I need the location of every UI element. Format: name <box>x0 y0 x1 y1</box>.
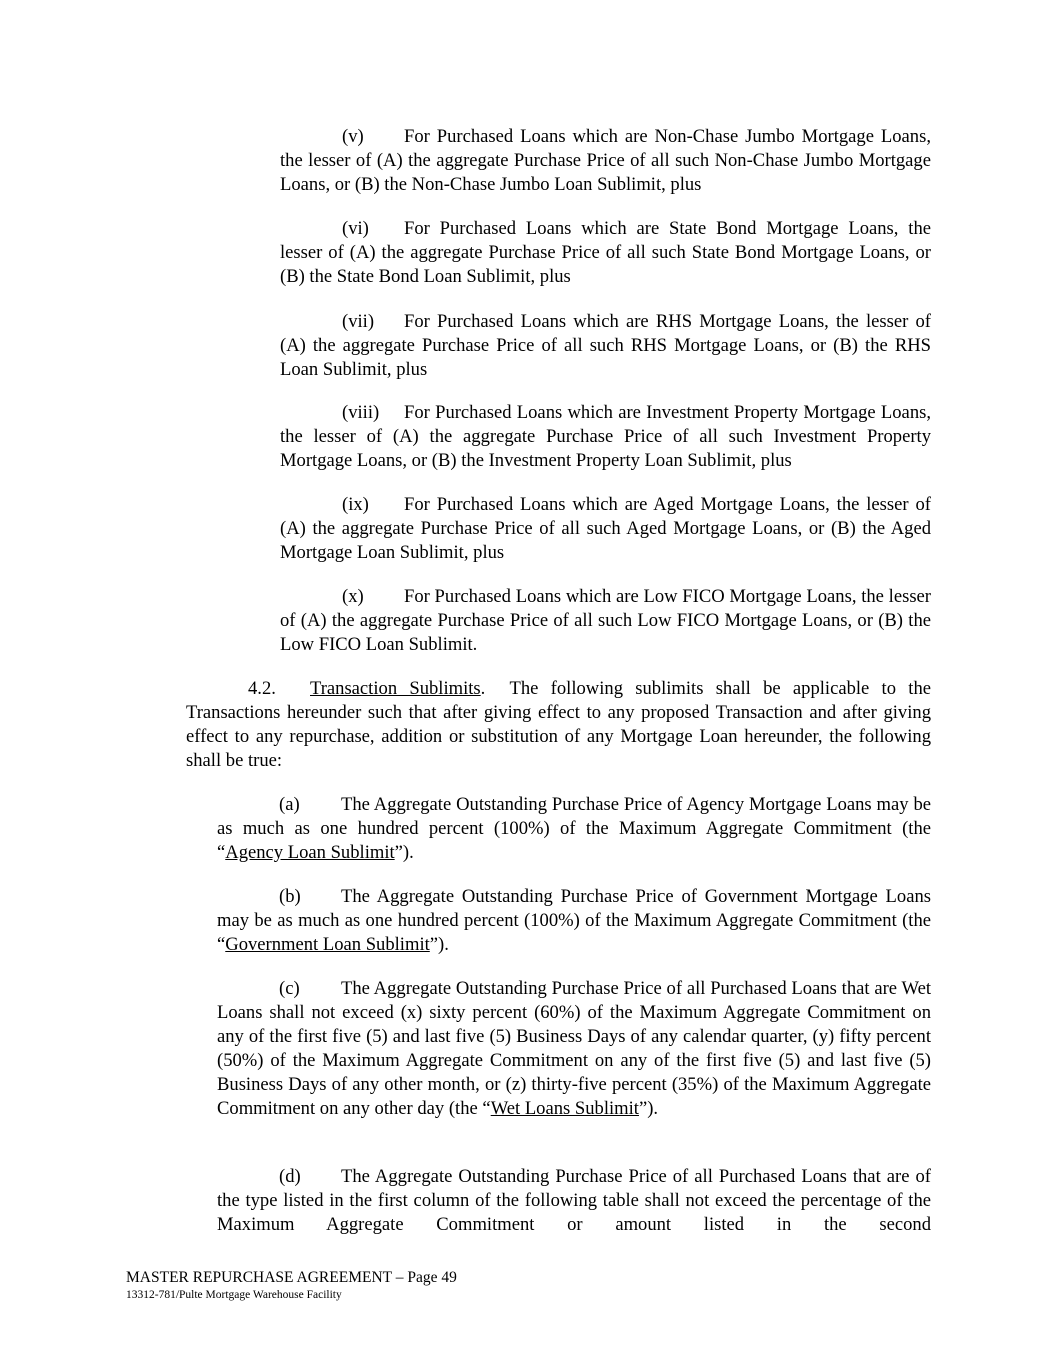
section-4-2 <box>186 677 936 773</box>
item-text: The Aggregate Outstanding Purchase Price of Government Mortgage Loans may be as much as one hundred percent (100%) of the Maximum Aggregate Commitment (the “ <box>217 886 931 955</box>
subitem-vii <box>280 310 931 382</box>
page-footer <box>126 1268 457 1302</box>
subitem-label: (vi) <box>342 218 369 239</box>
subitem-label: (v) <box>342 126 364 147</box>
item-label: (c) <box>279 978 300 999</box>
item-b <box>217 885 931 957</box>
item-text-end: ”). <box>429 934 449 955</box>
subitem-vi <box>280 217 931 289</box>
subitem-label: (ix) <box>342 494 369 515</box>
subitem-label: (x) <box>342 586 364 607</box>
item-text-end: ”). <box>638 1098 659 1119</box>
subitem-label: (viii) <box>342 402 380 423</box>
item-text: The Aggregate Outstanding Purchase Price of all Purchased Loans that are of the type listed in the first column of the following table shall not exceed the percentage of the Maximum Aggregate Commitment or amount listed in the second <box>217 1166 931 1235</box>
subitem-text: For Purchased Loans which are Low FICO Mortgage Loans, the lesser of (A) the aggregate Purchase Price of all such Low FICO Mortgage Loans, or (B) the Low FICO Loan Sublimit. <box>280 586 931 655</box>
subitem-viii <box>280 401 931 473</box>
subitem-v <box>280 125 931 197</box>
footer-subtitle: 13312-781/Pulte Mortgage Warehouse Facility <box>126 1289 342 1301</box>
item-a <box>217 793 931 865</box>
item-c <box>217 977 931 1121</box>
item-d <box>217 1165 931 1237</box>
section-text: The following sublimits shall be applicable to the Transactions hereunder such that after giving effect to any proposed Transaction and after giving effect to any repurchase, addition or substitution of any Mortgage Loan hereunder, the following shall be true: <box>186 678 936 771</box>
item-text: The Aggregate Outstanding Purchase Price of all Purchased Loans that are Wet Loans shall not exceed (x) sixty percent (60%) of the Maximum Aggregate Commitment on any of the first five (5) and last five (5) Business Days of any calendar quarter, (y) fifty percent (50%) of the Maximum Aggregate Commitment on any of the first five (5) and last five (5) Business Days of any other month, or (z) thirty-five percent (35%) of the Maximum Aggregate Commitment on any other day (the “ <box>217 978 931 1119</box>
defined-term: Wet Loans Sublimit <box>490 1098 639 1119</box>
item-text-end: ”). <box>394 842 414 863</box>
defined-term: Government Loan Sublimit <box>225 934 430 955</box>
footer-title: MASTER REPURCHASE AGREEMENT – Page 49 <box>126 1269 457 1286</box>
subitem-label: (vii) <box>342 311 375 332</box>
subitem-text: For Purchased Loans which are Non-Chase Jumbo Mortgage Loans, the lesser of (A) the aggregate Purchase Price of all such Non-Chase Jumbo Mortgage Loans, or (B) the Non-Chase Jumbo Loan Sublimit, plus <box>280 126 931 195</box>
subitem-ix <box>280 493 931 565</box>
subitem-text: For Purchased Loans which are State Bond Mortgage Loans, the lesser of (A) the aggregate Purchase Price of all such State Bond Mortgage Loans, or (B) the State Bond Loan Sublimit, plus <box>280 218 931 287</box>
item-text: The Aggregate Outstanding Purchase Price of Agency Mortgage Loans may be as much as one hundred percent (100%) of the Maximum Aggregate Commitment (the “ <box>217 794 931 863</box>
item-label: (d) <box>279 1166 301 1187</box>
item-label: (b) <box>279 886 301 907</box>
section-heading: Transaction Sublimits <box>310 678 481 699</box>
subitem-x <box>280 585 931 657</box>
defined-term: Agency Loan Sublimit <box>225 842 395 863</box>
item-label: (a) <box>279 794 300 815</box>
section-heading-punct: . <box>480 678 486 699</box>
subitem-text: For Purchased Loans which are RHS Mortgage Loans, the lesser of (A) the aggregate Purchase Price of all such RHS Mortgage Loans, or (B) the RHS Loan Sublimit, plus <box>280 311 931 380</box>
subitem-text: For Purchased Loans which are Investment Property Mortgage Loans, the lesser of (A) the aggregate Purchase Price of all such Investment Property Mortgage Loans, or (B) the Investment Property Loan Sublimit, plus <box>280 402 931 471</box>
subitem-text: For Purchased Loans which are Aged Mortgage Loans, the lesser of (A) the aggregate Purchase Price of all such Aged Mortgage Loans, or (B) the Aged Mortgage Loan Sublimit, plus <box>280 494 931 563</box>
section-number: 4.2. <box>248 678 276 699</box>
